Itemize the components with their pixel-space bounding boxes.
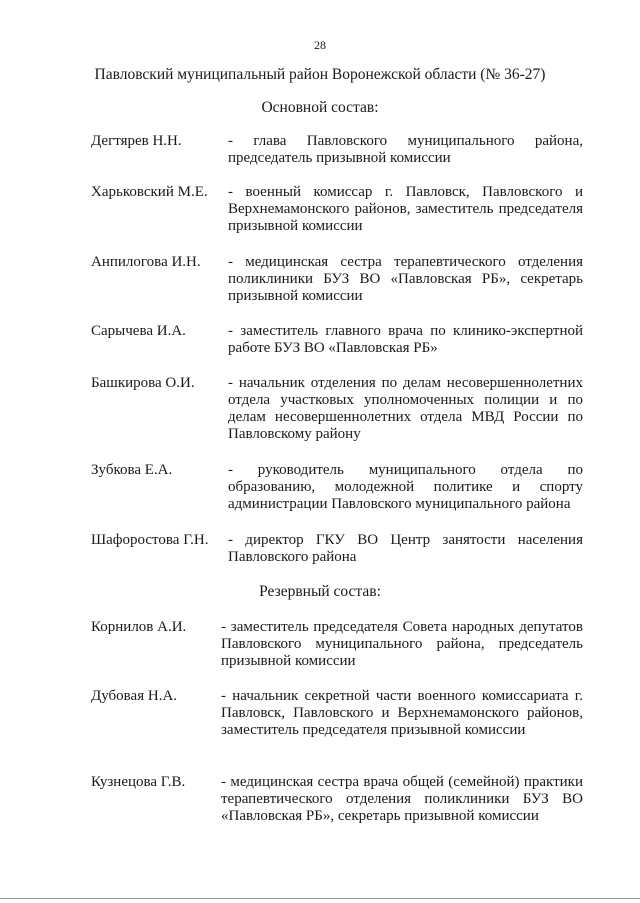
member-name: Анпилогова И.Н. xyxy=(91,254,201,270)
page-title: Павловский муниципальный район Воронежской области (№ 36-27) xyxy=(94,66,546,83)
member-role: - военный комиссар г. Павловск, Павловского и Верхнемамонского районов, заместитель председателя призывной комиссии xyxy=(228,184,583,234)
member-name: Зубкова Е.А. xyxy=(91,462,173,478)
member-name: Харьковский М.Е. xyxy=(91,184,208,200)
member-name: Дубовая Н.А. xyxy=(91,688,178,704)
page-bottom-edge xyxy=(0,898,640,899)
member-name: Башкирова О.И. xyxy=(91,375,195,391)
member-name: Кузнецова Г.В. xyxy=(91,774,186,790)
member-role: - начальник отделения по делам несовершеннолетних отдела участковых уполномоченных полиции и по делам несовершеннолетних отдела МВД России по Павловскому району xyxy=(228,375,583,442)
member-role: - директор ГКУ ВО Центр занятости населения Павловского района xyxy=(228,532,583,565)
member-role: - заместитель председателя Совета народных депутатов Павловского муниципального района, председатель призывной комиссии xyxy=(221,619,583,669)
member-name: Корнилов А.И. xyxy=(91,619,187,635)
member-name: Дегтярев Н.Н. xyxy=(91,133,182,149)
section-heading-main: Основной состав: xyxy=(261,99,379,116)
member-role: - медицинская сестра терапевтического отделения поликлиники БУЗ ВО «Павловская РБ», секретарь призывной комиссии xyxy=(228,254,583,304)
member-role: - заместитель главного врача по клинико-экспертной работе БУЗ ВО «Павловская РБ» xyxy=(228,323,583,356)
member-role: - глава Павловского муниципального района, председатель призывной комиссии xyxy=(228,133,583,166)
member-name: Сарычева И.А. xyxy=(91,323,186,339)
member-name: Шафоростова Г.Н. xyxy=(91,532,209,548)
member-role: - начальник секретной части военного комиссариата г. Павловск, Павловского и Верхнемамонского районов, заместитель председателя призывной комиссии xyxy=(221,688,583,738)
section-heading-reserve: Резервный состав: xyxy=(259,583,381,600)
member-role: - медицинская сестра врача общей (семейной) практики терапевтического отделения поликлиники БУЗ ВО «Павловская РБ», секретарь призывной комиссии xyxy=(221,774,583,824)
page-number: 28 xyxy=(314,38,326,52)
member-role: - руководитель муниципального отдела по образованию, молодежной политике и спорту администрации Павловского муниципального района xyxy=(228,462,583,512)
